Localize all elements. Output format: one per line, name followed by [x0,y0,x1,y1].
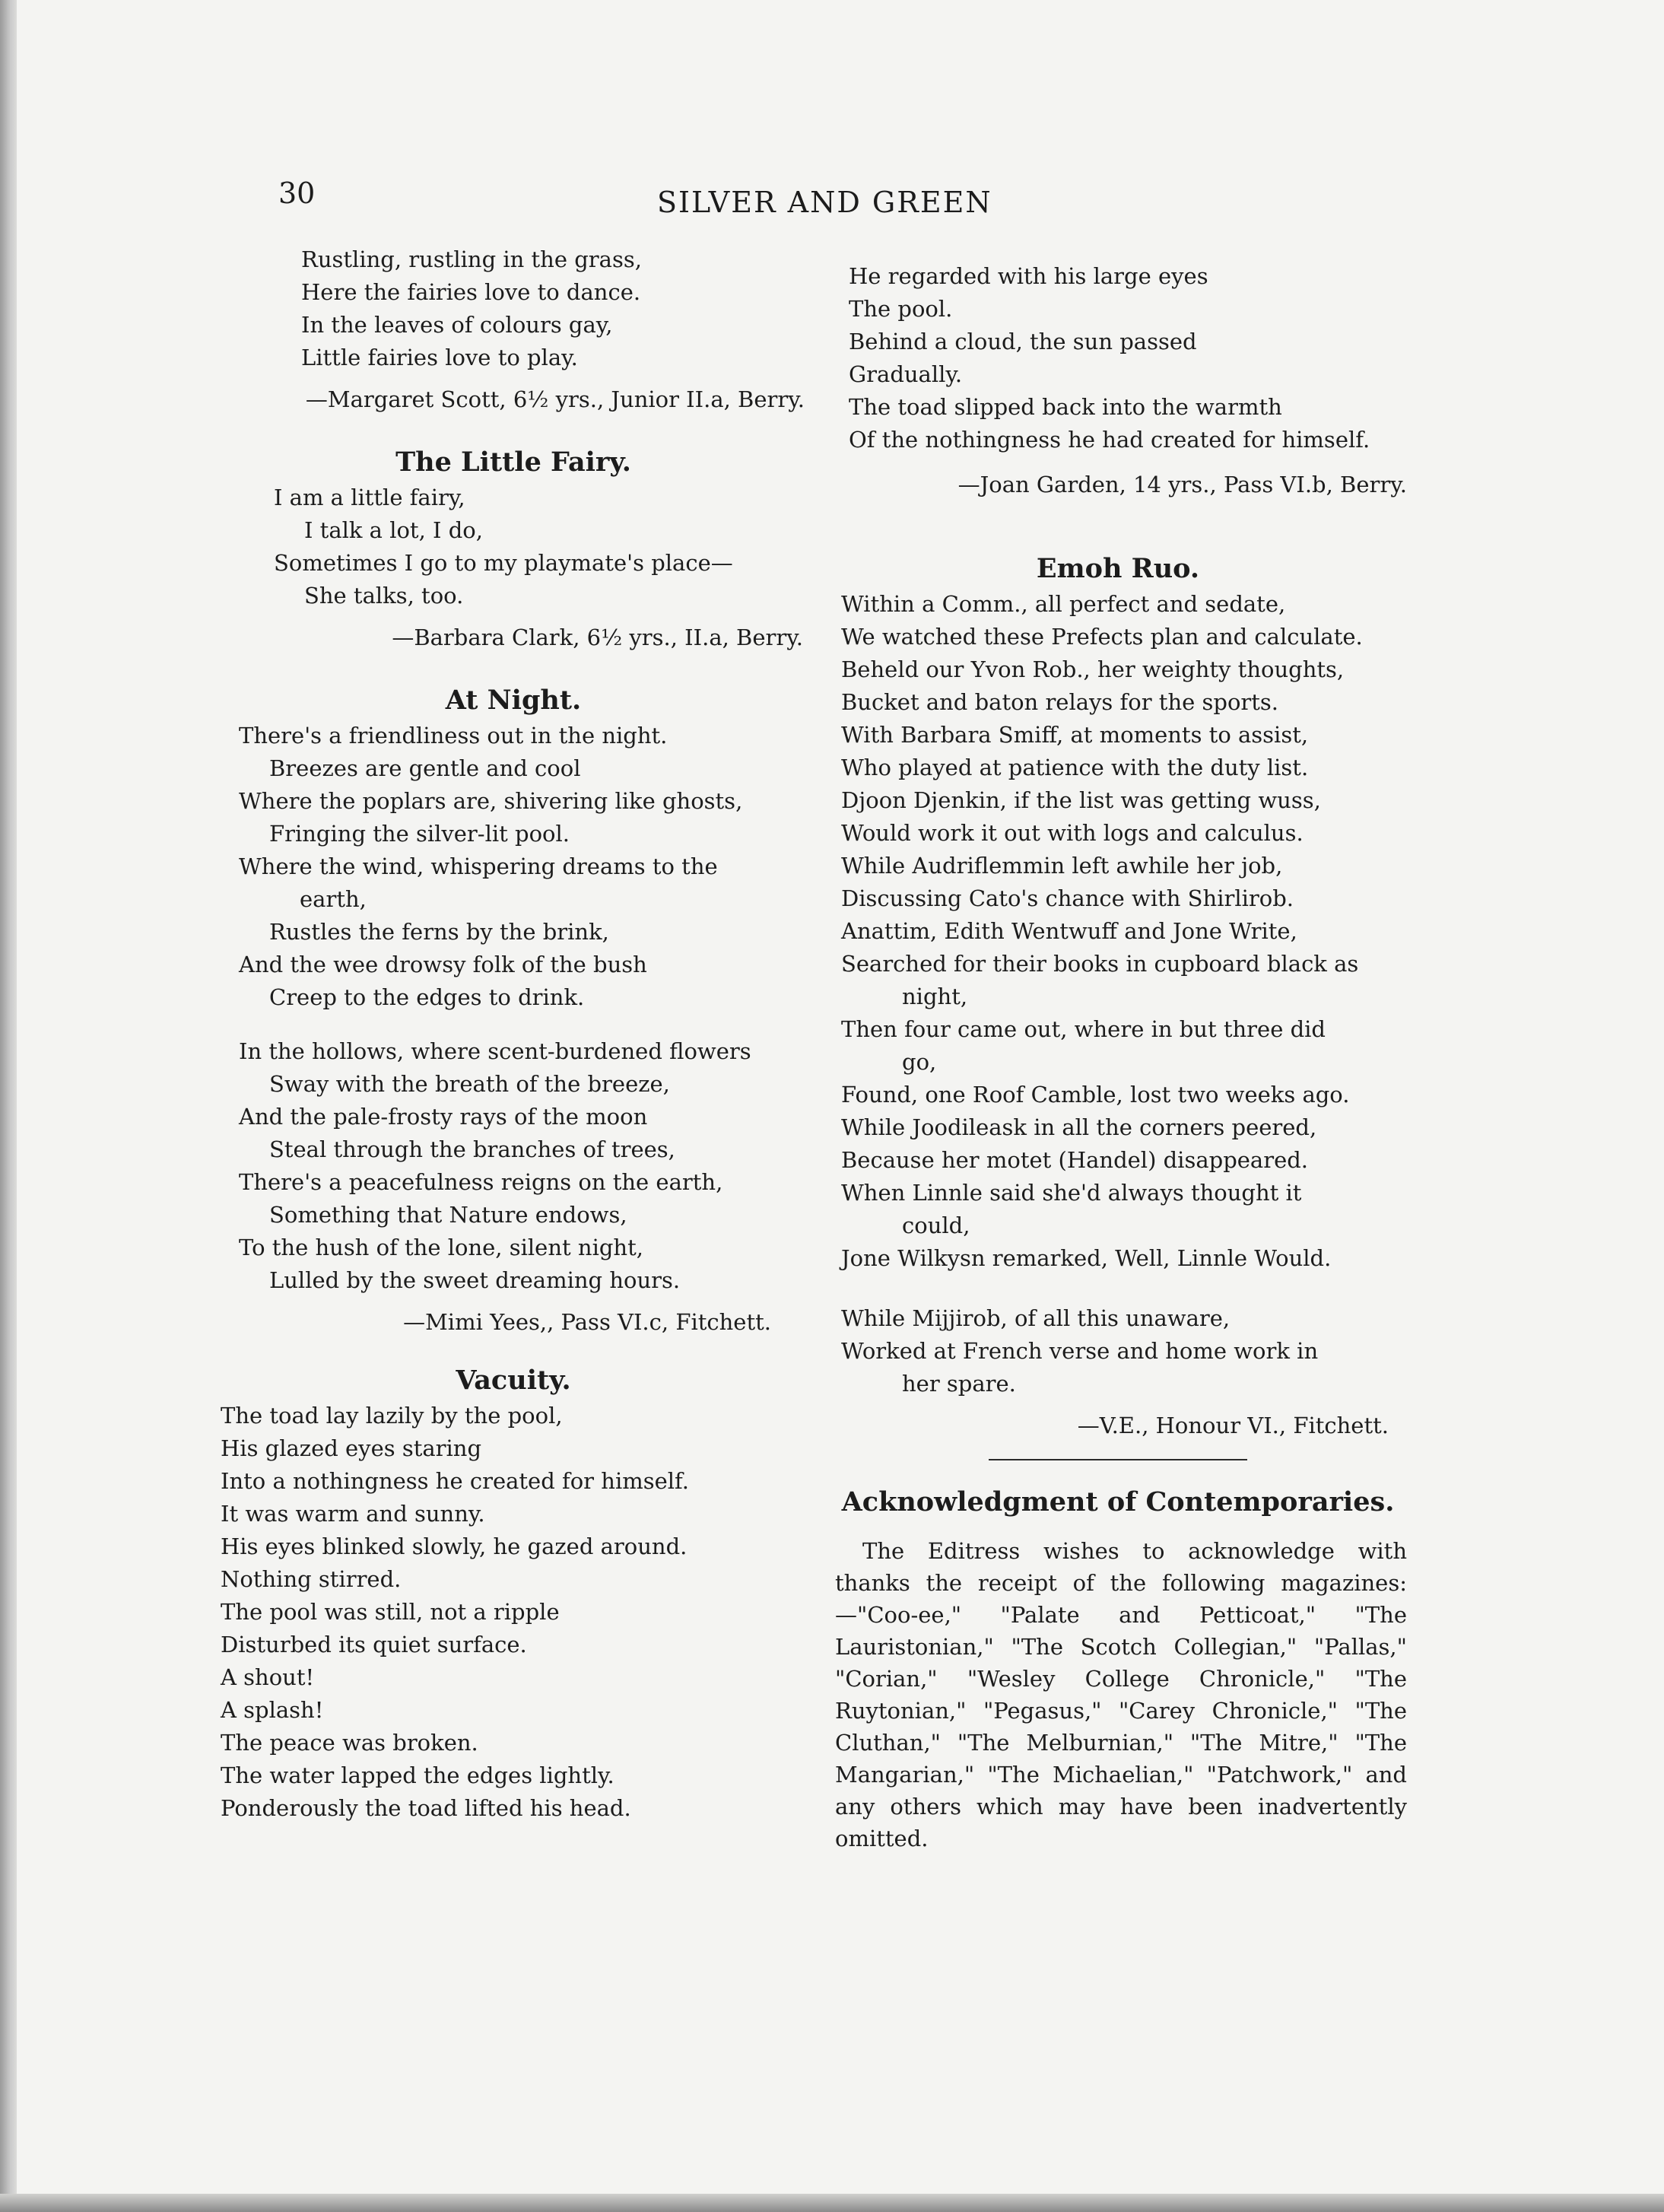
poem-line: There's a peacefulness reigns on the earth, [239,1169,723,1195]
poem-line: Creep to the edges to drink. [269,984,585,1010]
poem-line: Lulled by the sweet dreaming hours. [269,1267,681,1293]
acknowledgment-body: The Editress wishes to acknowledge with thanks the receipt of the following magazines: —"Coo-ee," "Palate and Petticoat," "The Lauristonian," "The Scotch Collegian," "Pallas," "Corian," "Wesley College Chronicle," "The Ruytonian," "Pegasus," "Carey Chronicle," "The Cluthan," "The Melburnian," "The Mitre," "The Mangarian," "The Michaelian," "Patchwork," and any others which may have been inadvertently omitted. [835,1538,1407,1851]
poem-line: We watched these Prefects plan and calculate. [841,624,1363,650]
poem-line: The peace was broken. [221,1730,478,1756]
poem-line: Something that Nature endows, [269,1202,627,1228]
poem-line: While Joodileask in all the corners peered, [841,1114,1317,1140]
poem-line: Into a nothingness he created for himself. [221,1468,689,1494]
poem-line: The pool. [849,296,953,322]
poem-line: Rustling, rustling in the grass, [301,246,642,272]
poem-line: And the wee drowsy folk of the bush [239,952,647,977]
poem-line: Steal through the branches of trees, [269,1136,675,1162]
page-number: 30 [278,176,316,210]
poem-title: At Night. [445,685,582,716]
attribution: —Barbara Clark, 6½ yrs., II.a, Berry. [392,625,803,650]
running-title: SILVER AND GREEN [657,186,992,219]
poem-line: The toad lay lazily by the pool, [221,1403,563,1429]
poem-line: her spare. [902,1371,1016,1397]
poem-line: While Mijjirob, of all this unaware, [841,1305,1231,1331]
poem-line: Would work it out with logs and calculus. [841,820,1304,846]
poem-line: His eyes blinked slowly, he gazed around. [221,1533,688,1559]
poem-line: There's a friendliness out in the night. [239,723,668,748]
poem-line: Jone Wilkysn remarked, Well, Linnle Would. [841,1245,1332,1271]
page-bottom-edge [0,2194,1664,2212]
poem-line: Gradually. [849,361,963,387]
poem-line: Beheld our Yvon Rob., her weighty thoughts, [841,656,1345,682]
poem-line: Little fairies love to play. [301,345,578,370]
poem-line: Djoon Djenkin, if the list was getting wuss, [841,787,1321,813]
poem-line: His glazed eyes staring [221,1435,482,1461]
poem-line: Then four came out, where in but three did [841,1016,1326,1042]
poem-title: The Little Fairy. [395,447,631,478]
poem-line: Where the poplars are, shivering like ghosts, [239,788,743,814]
poem-line: Fringing the silver-lit pool. [269,821,570,847]
poem-line: Searched for their books in cupboard black as [841,951,1359,977]
poem-vacuity [213,1400,814,1825]
attribution: —Margaret Scott, 6½ yrs., Junior II.a, Berry. [305,386,805,412]
attribution: —Mimi Yees,, Pass VI.c, Fitchett. [403,1309,771,1335]
poem-line: Ponderously the toad lifted his head. [221,1795,631,1821]
poem-line: The pool was still, not a ripple [221,1599,560,1625]
poem-line: Of the nothingness he had created for himself. [849,427,1370,453]
poem-line: When Linnle said she'd always thought it [841,1180,1302,1206]
poem-title: Vacuity. [456,1365,571,1396]
poem-line: earth, [300,886,367,912]
poem-line: Rustles the ferns by the brink, [269,919,609,945]
poem-line: With Barbara Smiff, at moments to assist, [841,722,1309,748]
poem-line: The water lapped the edges lightly. [221,1762,614,1788]
poem-line: Anattim, Edith Wentwuff and Jone Write, [841,918,1297,944]
stanza-gap [841,1275,1407,1302]
poem-line: She talks, too. [304,583,464,609]
poem-rustling [213,243,814,374]
poem-vacuity-continued [829,260,1407,456]
poem-line: could, [902,1212,970,1238]
poem-line: Found, one Roof Camble, lost two weeks ago. [841,1082,1350,1108]
poem-title: Emoh Ruo. [1036,553,1200,584]
poem-line: Because her motet (Handel) disappeared. [841,1147,1309,1173]
poem-line: Bucket and baton relays for the sports. [841,689,1279,715]
poem-line: go, [902,1049,937,1075]
poem-line: I am a little fairy, [274,485,465,510]
poem-line: Where the wind, whispering dreams to the [239,853,718,879]
poem-line: In the leaves of colours gay, [301,312,613,338]
left-column [213,243,814,1825]
poem-line: Breezes are gentle and cool [269,755,581,781]
page-left-edge [0,0,17,2212]
poem-line: Within a Comm., all perfect and sedate, [841,591,1286,617]
right-column [829,260,1407,1854]
poem-line: night, [902,984,968,1009]
attribution: —Joan Garden, 14 yrs., Pass VI.b, Berry. [957,472,1407,497]
poem-little-fairy [213,481,814,612]
poem-line: I talk a lot, I do, [304,517,483,543]
poem-line: Behind a cloud, the sun passed [849,329,1197,354]
stanza-gap [239,1014,814,1035]
poem-line: Discussing Cato's chance with Shirlirob. [841,885,1294,911]
poem-line: It was warm and sunny. [221,1501,485,1527]
poem-emoh-ruo [829,588,1407,1400]
poem-line: In the hollows, where scent-burdened flowers [239,1038,751,1064]
poem-line: Here the fairies love to dance. [301,279,641,305]
poem-line: Who played at patience with the duty list. [841,755,1309,780]
section-title: Acknowledgment of Contemporaries. [841,1486,1395,1518]
poem-line: Nothing stirred. [221,1566,402,1592]
poem-at-night [213,720,814,1297]
poem-line: And the pale-frosty rays of the moon [239,1104,648,1130]
poem-line: To the hush of the lone, silent night, [239,1235,643,1260]
poem-line: While Audriflemmin left awhile her job, [841,853,1283,879]
poem-line: Worked at French verse and home work in [841,1338,1319,1364]
attribution: —V.E., Honour VI., Fitchett. [1077,1413,1389,1438]
poem-line: Sometimes I go to my playmate's place— [274,550,733,576]
poem-line: The toad slipped back into the warmth [849,394,1282,420]
poem-line: Disturbed its quiet surface. [221,1632,527,1657]
poem-line: A shout! [221,1664,315,1690]
poem-line: A splash! [221,1697,324,1723]
section-divider [989,1459,1247,1460]
poem-line: Sway with the breath of the breeze, [269,1071,670,1097]
poem-line: He regarded with his large eyes [849,263,1208,289]
